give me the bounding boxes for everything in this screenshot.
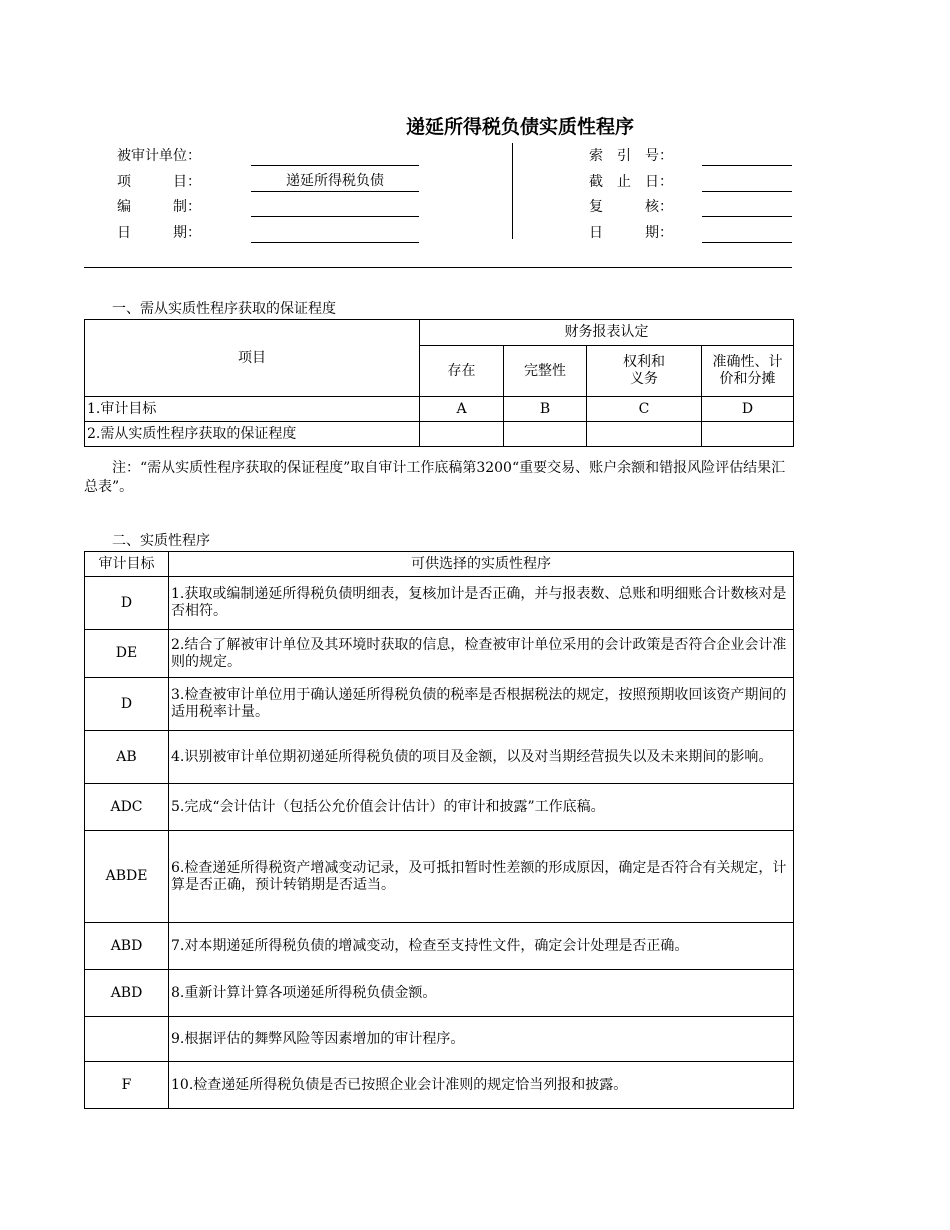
procedure-text: 8.重新计算计算各项递延所得税负债金额。 (169, 970, 794, 1017)
assertion-group-header: 财务报表认定 (420, 320, 794, 346)
header-label-reviewer: 复 核： (589, 199, 673, 215)
header-label-entity: 被审计单位： (117, 148, 201, 164)
procedure-text: 9.根据评估的舞弊风险等因素增加的审计程序。 (169, 1017, 794, 1062)
header-label-cutoff: 截 止 日： (589, 174, 673, 190)
col-procedure-header: 可供选择的实质性程序 (169, 552, 794, 577)
procedure-target: ABD (85, 970, 169, 1017)
header-divider (512, 143, 513, 239)
procedure-target (85, 1017, 169, 1062)
assertion-rights: 权利和 义务 (587, 346, 702, 397)
header-label-preparer: 编 制： (117, 199, 201, 215)
assurance-cell[interactable] (504, 422, 587, 447)
procedure-text: 4.识别被审计单位期初递延所得税负债的项目及金额，以及对当期经营损失以及未来期间的影响。 (169, 731, 794, 784)
page-title: 递延所得税负债实质性程序 (405, 116, 634, 138)
col-item-header: 项目 (85, 320, 420, 397)
preparer-field[interactable] (251, 196, 419, 217)
index-field[interactable] (702, 145, 792, 166)
procedure-target: D (85, 577, 169, 630)
cutoff-field[interactable] (702, 171, 792, 192)
section2-heading: 二、实质性程序 (112, 533, 210, 549)
assertion-completeness: 完整性 (504, 346, 587, 397)
procedure-target: D (85, 678, 169, 731)
procedures-table (84, 551, 794, 1109)
procedure-text: 3.检查被审计单位用于确认递延所得税负债的税率是否根据税法的规定，按照预期收回该资产期间的适用税率计量。 (169, 678, 794, 731)
section1-note: 注：“需从实质性程序获取的保证程度”取自审计工作底稿第3200“重要交易、账户余额和错报风险评估结果汇总表”。 (84, 460, 786, 495)
objective-cell: C (587, 397, 702, 422)
col-target-header: 审计目标 (85, 552, 169, 577)
assurance-table (84, 319, 794, 447)
assertion-valuation: 准确性、计 价和分摊 (702, 346, 794, 397)
header-rule (84, 267, 792, 268)
procedure-text: 2.结合了解被审计单位及其环境时获取的信息，检查被审计单位采用的会计政策是否符合企业会计准则的规定。 (169, 630, 794, 678)
header-label-index: 索 引 号： (589, 148, 673, 164)
assurance-cell[interactable] (420, 422, 504, 447)
procedure-text: 7.对本期递延所得税负债的增减变动，检查至支持性文件，确定会计处理是否正确。 (169, 923, 794, 970)
procedure-target: DE (85, 630, 169, 678)
procedure-target: ABDE (85, 831, 169, 923)
header-label-review-date: 日 期： (589, 225, 673, 241)
assertion-existence: 存在 (420, 346, 504, 397)
row-audit-objective-label: 1.审计目标 (85, 397, 420, 422)
procedure-text: 10.检查递延所得税负债是否已按照企业会计准则的规定恰当列报和披露。 (169, 1062, 794, 1109)
assurance-cell[interactable] (702, 422, 794, 447)
header-label-date: 日 期： (117, 225, 201, 241)
objective-cell: D (702, 397, 794, 422)
procedure-target: ABD (85, 923, 169, 970)
header-label-item: 项 目： (117, 174, 201, 190)
procedure-text: 1.获取或编制递延所得税负债明细表，复核加计是否正确，并与报表数、总账和明细账合计数核对是否相符。 (169, 577, 794, 630)
entity-field[interactable] (251, 145, 419, 166)
procedure-target: AB (85, 731, 169, 784)
row-assurance-label: 2.需从实质性程序获取的保证程度 (85, 422, 420, 447)
procedure-target: ADC (85, 784, 169, 831)
item-field[interactable]: 递延所得税负债 (251, 171, 419, 192)
section1-heading: 一、需从实质性程序获取的保证程度 (112, 301, 336, 317)
objective-cell: A (420, 397, 504, 422)
review-date-field[interactable] (702, 222, 792, 243)
objective-cell: B (504, 397, 587, 422)
date-field[interactable] (251, 222, 419, 243)
reviewer-field[interactable] (702, 196, 792, 217)
procedure-text: 5.完成“会计估计（包括公允价值会计估计）的审计和披露”工作底稿。 (169, 784, 794, 831)
procedure-text: 6.检查递延所得税资产增减变动记录，及可抵扣暂时性差额的形成原因，确定是否符合有关规定，计算是否正确，预计转销期是否适当。 (169, 831, 794, 923)
procedure-target: F (85, 1062, 169, 1109)
assurance-cell[interactable] (587, 422, 702, 447)
